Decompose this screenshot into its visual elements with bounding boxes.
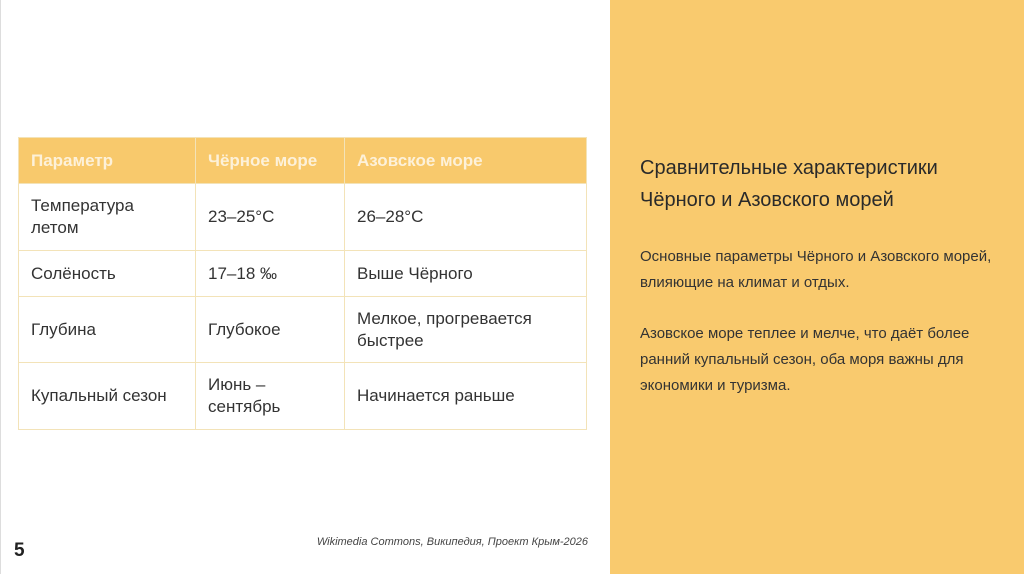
panel-title: Сравнительные характеристики Чёрного и Азовского морей: [640, 157, 938, 211]
cell: Температура летом: [19, 184, 196, 251]
slide-edge: [0, 0, 1, 574]
header-black-sea: Чёрное море: [196, 138, 345, 184]
cell: 17–18 ‰: [196, 251, 345, 297]
panel-paragraph-2: Азовское море теплее и мелче, что даёт более ранний купальный сезон, оба моря важны для экономики и туризма.: [640, 325, 970, 394]
table-header-row: [19, 138, 587, 184]
panel-paragraph-1: Основные параметры Чёрного и Азовского морей, влияющие на климат и отдых.: [640, 248, 992, 291]
side-panel: [610, 0, 1024, 574]
cell: Глубина: [19, 297, 196, 363]
table-row: [19, 251, 587, 297]
cell: Выше Чёрного: [345, 251, 587, 297]
header-parameter: Параметр: [19, 138, 196, 184]
cell: Купальный сезон: [19, 363, 196, 430]
table-row: [19, 297, 587, 363]
cell: Июнь – сентябрь: [196, 363, 345, 430]
cell: 26–28°C: [345, 184, 587, 251]
page-number: 5: [14, 540, 25, 561]
cell: 23–25°C: [196, 184, 345, 251]
cell: Глубокое: [196, 297, 345, 363]
comparison-table: [18, 137, 587, 430]
cell: Мелкое, прогревается быстрее: [345, 297, 587, 363]
table-row: [19, 363, 587, 430]
cell: Солёность: [19, 251, 196, 297]
source-caption: Wikimedia Commons, Википедия, Проект Крым-2026: [316, 536, 588, 548]
table-row: [19, 184, 587, 251]
cell: Начинается раньше: [345, 363, 587, 430]
header-azov-sea: Азовское море: [345, 138, 587, 184]
